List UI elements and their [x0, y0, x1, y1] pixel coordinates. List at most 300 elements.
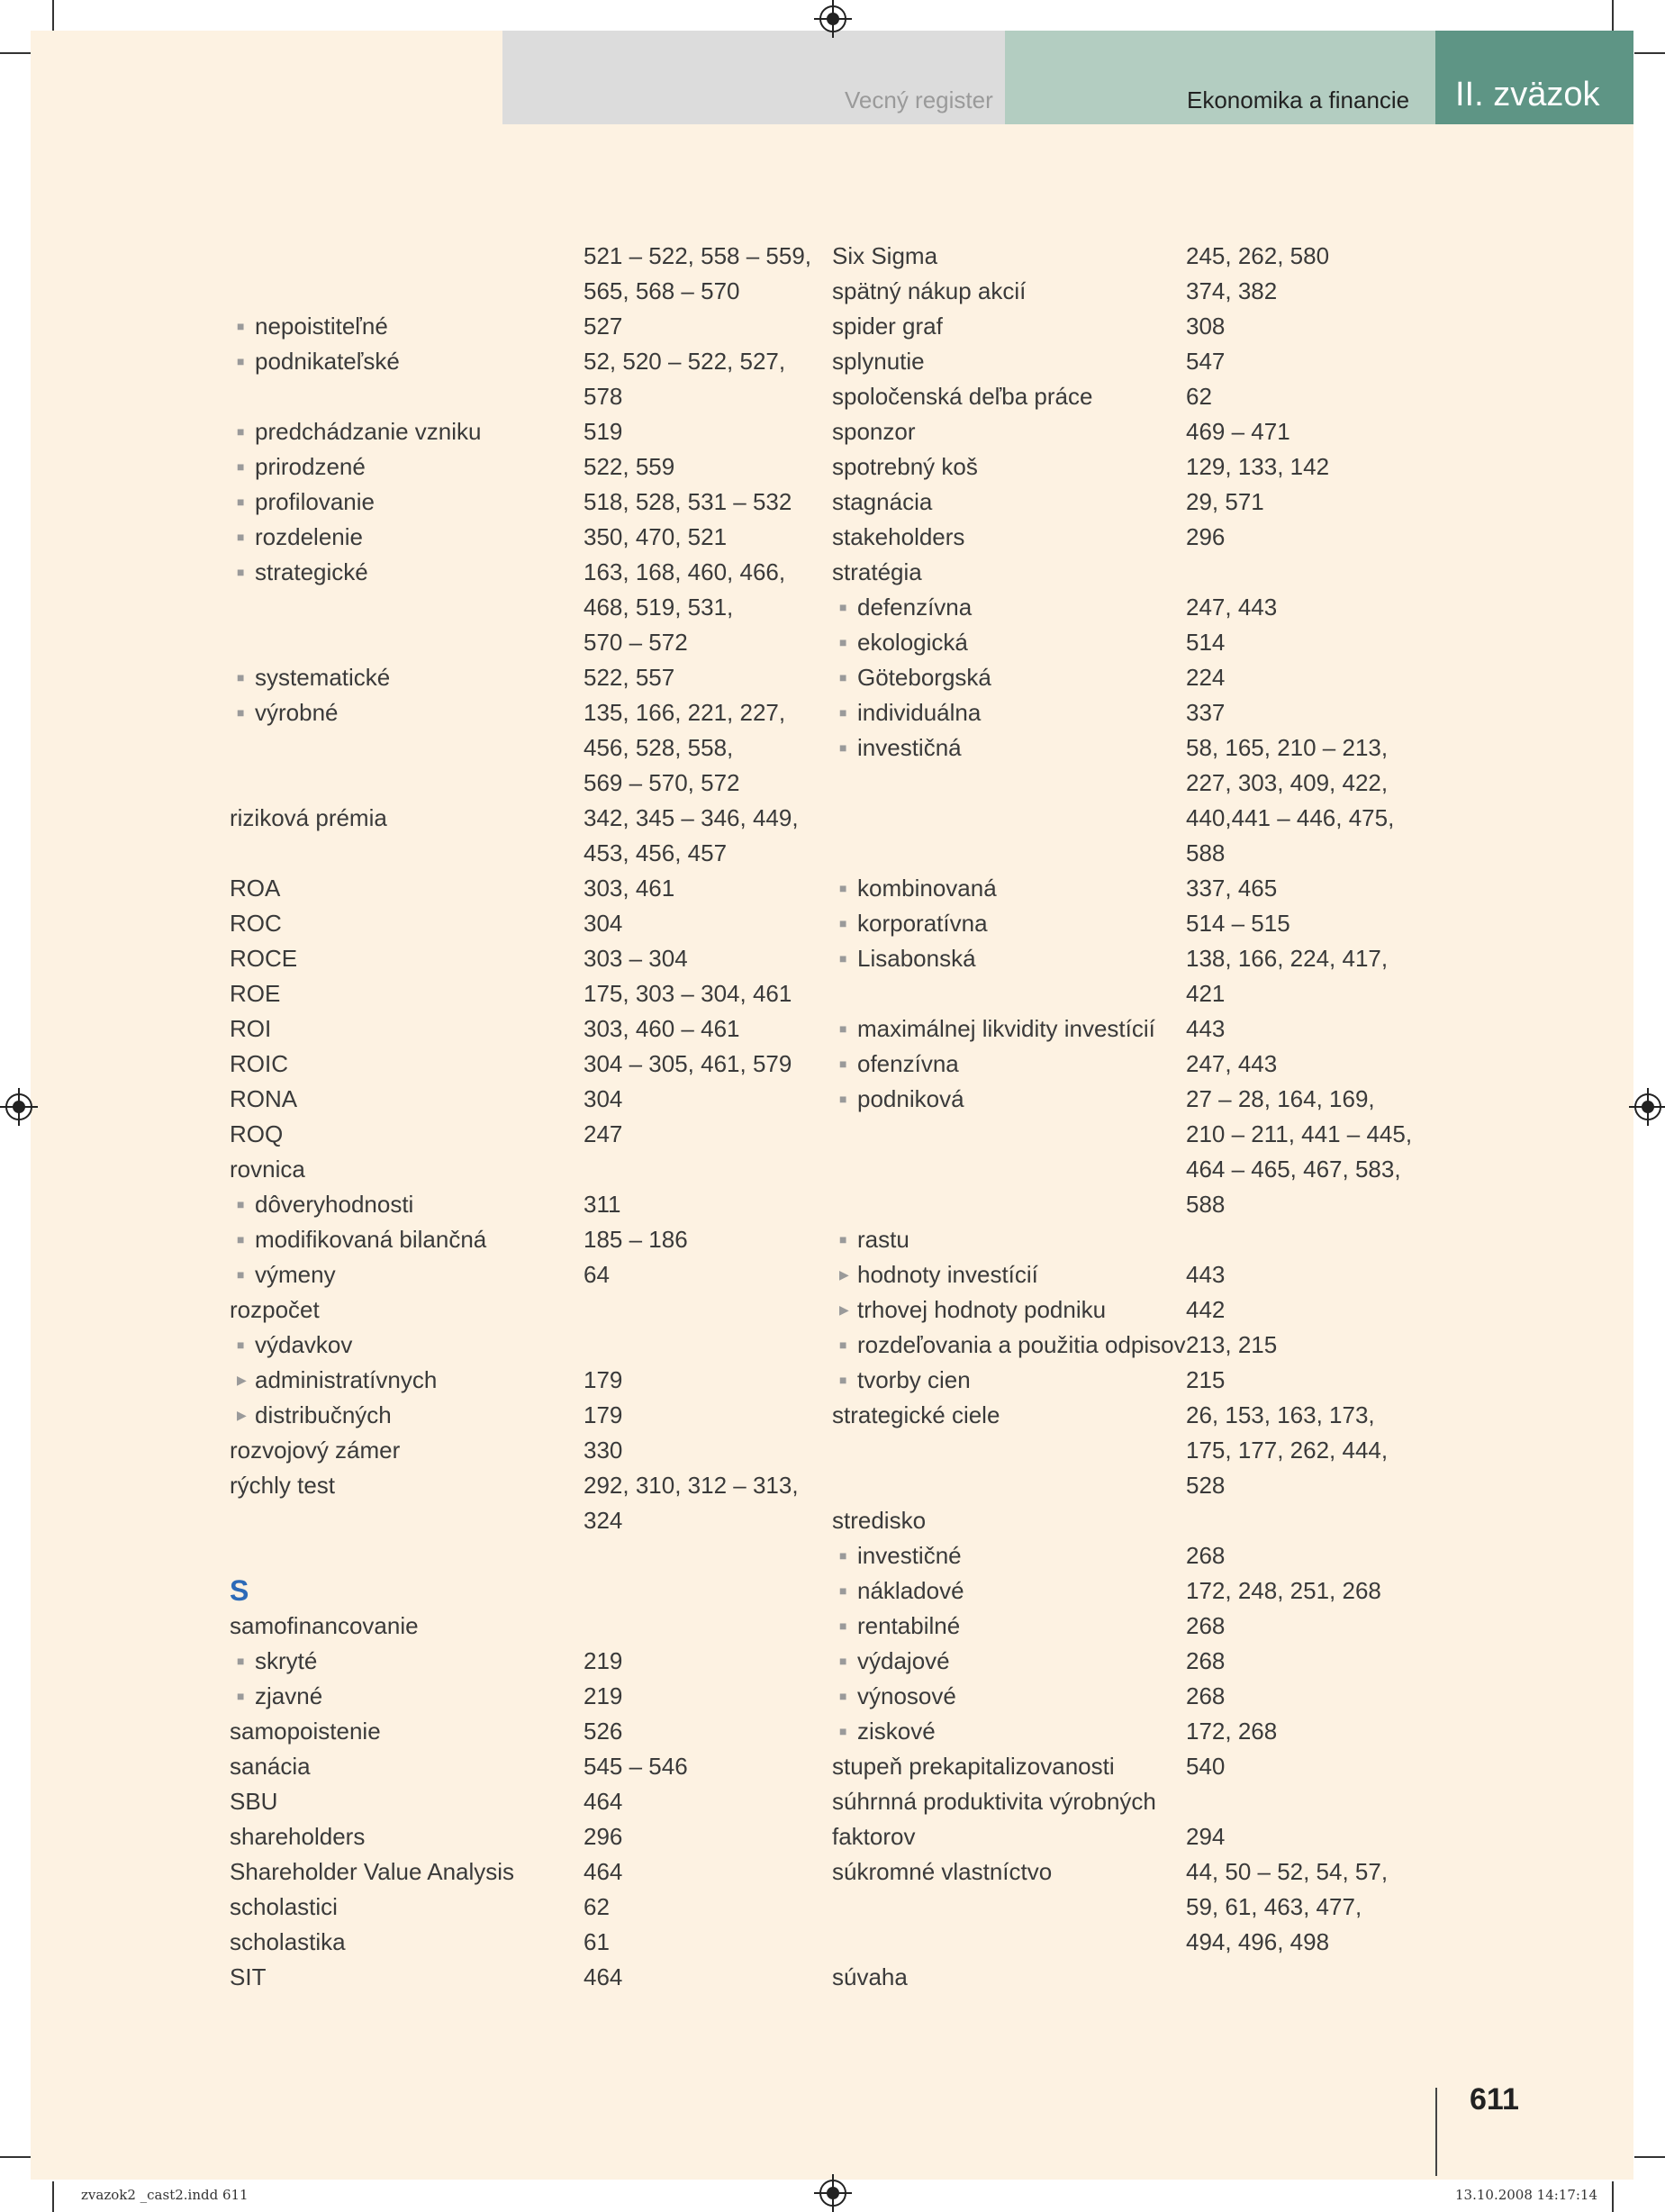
index-term: defenzívna [857, 594, 973, 621]
index-page-refs: 294 [1186, 1823, 1226, 1850]
index-term: ROCE [230, 945, 298, 972]
index-page-refs: 163, 168, 460, 466, [584, 558, 786, 585]
index-page-refs: 547 [1186, 348, 1226, 375]
index-term: systematické [255, 664, 391, 691]
square-bullet-icon: ■ [839, 1092, 847, 1106]
index-entry [230, 1292, 806, 1328]
index-term: stupeň prekapitalizovanosti [832, 1753, 1115, 1780]
index-term: skryté [255, 1647, 318, 1674]
square-bullet-icon: ■ [839, 881, 847, 895]
index-entry [832, 1644, 1408, 1679]
index-entry [230, 379, 806, 414]
index-entry [832, 1819, 1408, 1854]
index-page-refs: 215 [1186, 1366, 1226, 1393]
index-term: maximálnej likvidity investícií [857, 1015, 1155, 1042]
index-entry [230, 941, 806, 976]
index-page-refs: 62 [1186, 383, 1212, 410]
square-bullet-icon: ■ [237, 1337, 245, 1352]
square-bullet-icon: ■ [839, 600, 847, 614]
square-bullet-icon: ■ [237, 1232, 245, 1247]
index-page-refs: 303, 460 – 461 [584, 1015, 740, 1042]
square-bullet-icon: ■ [237, 705, 245, 720]
square-bullet-icon: ■ [839, 1056, 847, 1071]
index-column-left [230, 239, 812, 1995]
crop-mark [0, 2156, 31, 2158]
crop-mark [1634, 52, 1665, 54]
index-page-refs: 374, 382 [1186, 277, 1278, 304]
index-term: dôveryhodnosti [255, 1191, 414, 1218]
index-page-refs: 443 [1186, 1015, 1226, 1042]
index-term: ROIC [230, 1050, 288, 1077]
index-page-refs: 569 – 570, 572 [584, 769, 740, 796]
index-page-refs: 138, 166, 224, 417, [1186, 945, 1389, 972]
index-page-refs: 296 [1186, 523, 1226, 550]
index-page-refs: 219 [584, 1682, 623, 1709]
square-bullet-icon: ■ [237, 354, 245, 368]
index-entry [832, 520, 1408, 555]
index-term: Shareholder Value Analysis [230, 1858, 515, 1885]
index-term: riziková prémia [230, 804, 387, 831]
square-bullet-icon: ■ [839, 1337, 847, 1352]
index-term: zjavné [255, 1682, 323, 1709]
index-page-refs: 350, 470, 521 [584, 523, 728, 550]
index-entry [832, 906, 1408, 941]
index-entry [832, 1363, 1408, 1398]
index-entry [230, 1222, 806, 1257]
index-term: spätný nákup akcií [832, 277, 1027, 304]
index-page-refs: 337, 465 [1186, 875, 1278, 902]
square-bullet-icon: ■ [237, 670, 245, 684]
index-entry [832, 1468, 1408, 1503]
index-entry [832, 660, 1408, 695]
index-term: prirodzené [255, 453, 366, 480]
index-entry [832, 1573, 1408, 1609]
square-bullet-icon: ■ [237, 530, 245, 544]
index-entry [230, 1854, 806, 1890]
index-term: rýchly test [230, 1472, 336, 1499]
index-entry [832, 801, 1408, 836]
header-volume-title: II. zväzok [1455, 76, 1600, 113]
index-page-refs: 570 – 572 [584, 629, 688, 656]
index-page-refs: 304 [584, 910, 623, 937]
index-page-refs: 464 – 465, 467, 583, [1186, 1156, 1401, 1183]
index-entry [230, 520, 806, 555]
index-page-refs: 303, 461 [584, 875, 675, 902]
index-entry [230, 801, 806, 836]
index-page-refs: 304 [584, 1085, 623, 1112]
index-term: predchádzanie vzniku [255, 418, 482, 445]
index-term: Lisabonská [857, 945, 976, 972]
index-page-refs: 588 [1186, 1191, 1226, 1218]
index-term: samofinancovanie [230, 1612, 419, 1639]
index-page-refs: 521 – 522, 558 – 559, [584, 242, 812, 269]
crop-mark [0, 52, 31, 54]
square-bullet-icon: ■ [839, 1583, 847, 1598]
index-page-refs: 304 – 305, 461, 579 [584, 1050, 792, 1077]
index-page-refs: 518, 528, 531 – 532 [584, 488, 792, 515]
index-page-refs: 59, 61, 463, 477, [1186, 1893, 1362, 1920]
square-bullet-icon: ■ [839, 670, 847, 684]
index-term: stratégia [832, 558, 922, 585]
index-page-refs: 245, 262, 580 [1186, 242, 1330, 269]
index-page-refs: 522, 557 [584, 664, 675, 691]
index-entry [832, 1679, 1408, 1714]
index-entry [230, 1925, 806, 1960]
index-entry [832, 871, 1408, 906]
index-entry [832, 274, 1408, 309]
index-entry [832, 1047, 1408, 1082]
triangle-bullet-icon: ▶ [237, 1408, 247, 1422]
index-page-refs: 578 [584, 383, 623, 410]
index-entry [832, 379, 1408, 414]
index-term: distribučných [255, 1401, 392, 1428]
index-page-refs: 247, 443 [1186, 1050, 1278, 1077]
index-entry [230, 555, 806, 590]
index-page-refs: 224 [1186, 664, 1226, 691]
square-bullet-icon: ■ [237, 1267, 245, 1282]
index-page-refs: 469 – 471 [1186, 418, 1290, 445]
square-bullet-icon: ■ [839, 1618, 847, 1633]
index-page-refs: 588 [1186, 839, 1226, 866]
square-bullet-icon: ■ [839, 1654, 847, 1668]
index-term: spider graf [832, 313, 943, 340]
index-entry [230, 1047, 806, 1082]
index-term: ROQ [230, 1120, 284, 1147]
index-term: súhrnná produktivita výrobných [832, 1788, 1156, 1815]
index-entry [832, 1117, 1413, 1152]
index-page-refs: 175, 177, 262, 444, [1186, 1437, 1389, 1464]
index-entry [230, 730, 806, 766]
index-entry [832, 485, 1408, 520]
index-entry [832, 449, 1408, 485]
index-term: faktorov [832, 1823, 916, 1850]
index-entry [230, 1714, 806, 1749]
index-term: Göteborgská [857, 664, 991, 691]
square-bullet-icon: ■ [839, 916, 847, 930]
square-bullet-icon: ■ [237, 424, 245, 439]
index-term: splynutie [832, 348, 925, 375]
index-term: korporatívna [857, 910, 988, 937]
footer-file-info: zvazok2 _cast2.indd 611 [81, 2187, 249, 2203]
index-term: kombinovaná [857, 875, 997, 902]
index-entry [230, 695, 806, 730]
index-page-refs: 514 – 515 [1186, 910, 1290, 937]
index-entry [832, 1433, 1408, 1468]
index-page-refs: 292, 310, 312 – 313, [584, 1472, 799, 1499]
crop-mark [52, 2181, 54, 2212]
index-entry [832, 836, 1408, 871]
page-number-divider [1435, 2088, 1437, 2176]
registration-mark-icon [819, 2180, 846, 2207]
index-entry [230, 1503, 806, 1538]
index-page-refs: 545 – 546 [584, 1753, 688, 1780]
index-term: rozvojový zámer [230, 1437, 401, 1464]
index-page-refs: 185 – 186 [584, 1226, 688, 1253]
index-entry [230, 590, 806, 625]
index-term: RONA [230, 1085, 298, 1112]
crop-mark [1612, 0, 1614, 31]
index-entry [230, 1152, 806, 1187]
index-page-refs: 64 [584, 1261, 610, 1288]
square-bullet-icon: ■ [839, 1548, 847, 1563]
index-entry [230, 1784, 806, 1819]
index-page-refs: 526 [584, 1718, 623, 1745]
index-page-refs: 468, 519, 531, [584, 594, 734, 621]
index-entry [230, 1257, 806, 1292]
index-page-refs: 227, 303, 409, 422, [1186, 769, 1389, 796]
index-page-refs: 464 [584, 1788, 623, 1815]
index-term: súkromné vlastníctvo [832, 1858, 1053, 1885]
square-bullet-icon: ■ [237, 459, 245, 474]
index-page-refs: 210 – 211, 441 – 445, [1186, 1120, 1413, 1147]
index-page-refs: 342, 345 – 346, 449, [584, 804, 799, 831]
index-page-refs: 268 [1186, 1542, 1226, 1569]
index-entry [230, 1960, 806, 1995]
square-bullet-icon: ■ [237, 1689, 245, 1703]
index-page-refs: 247, 443 [1186, 594, 1278, 621]
index-term: ROE [230, 980, 281, 1007]
index-entry [230, 274, 806, 309]
square-bullet-icon: ■ [237, 565, 245, 579]
index-page-refs: 540 [1186, 1753, 1226, 1780]
footer-timestamp: 13.10.2008 14:17:14 [1455, 2187, 1598, 2203]
page-number: 611 [1470, 2082, 1519, 2117]
index-term: výmeny [255, 1261, 336, 1288]
index-page-refs: 522, 559 [584, 453, 675, 480]
index-term: scholastici [230, 1893, 338, 1920]
index-term: strategické [255, 558, 368, 585]
index-page-refs: 324 [584, 1507, 623, 1534]
index-entry [832, 1398, 1408, 1433]
index-entry [832, 1187, 1408, 1222]
index-page-refs: 62 [584, 1893, 610, 1920]
index-page-refs: 453, 456, 457 [584, 839, 728, 866]
index-entry [832, 625, 1408, 660]
index-term: investičné [857, 1542, 962, 1569]
index-page-refs: 421 [1186, 980, 1226, 1007]
index-page-refs: 296 [584, 1823, 623, 1850]
index-page-refs: 29, 571 [1186, 488, 1264, 515]
index-entry [832, 309, 1408, 344]
index-entry [230, 871, 806, 906]
square-bullet-icon: ■ [839, 1021, 847, 1036]
index-entry [832, 766, 1408, 801]
index-page-refs: 52, 520 – 522, 527, [584, 348, 786, 375]
index-term: rozdelenie [255, 523, 363, 550]
index-term: nepoistiteľné [255, 313, 388, 340]
index-term: tvorby cien [857, 1366, 971, 1393]
index-term: rentabilné [857, 1612, 961, 1639]
index-term: ekologická [857, 629, 968, 656]
index-term: profilovanie [255, 488, 375, 515]
crop-mark [1634, 2156, 1665, 2158]
index-page-refs: 172, 248, 251, 268 [1186, 1577, 1381, 1604]
index-term: modifikovaná bilančná [255, 1226, 487, 1253]
index-term: stagnácia [832, 488, 933, 515]
index-term: strategické ciele [832, 1401, 1000, 1428]
index-term: súvaha [832, 1963, 908, 1990]
index-entry [832, 1784, 1408, 1819]
index-page-refs: 44, 50 – 52, 54, 57, [1186, 1858, 1389, 1885]
index-entry [230, 1573, 806, 1609]
index-entry [230, 1890, 806, 1925]
index-page-refs: 172, 268 [1186, 1718, 1278, 1745]
index-entry [832, 1257, 1408, 1292]
triangle-bullet-icon: ▶ [237, 1373, 247, 1387]
registration-mark-icon [819, 5, 846, 32]
index-page-refs: 565, 568 – 570 [584, 277, 740, 304]
index-term: podniková [857, 1085, 964, 1112]
index-term: výrobné [255, 699, 339, 726]
index-term: SIT [230, 1963, 267, 1990]
header-section-title: Vecný register [845, 86, 993, 113]
index-page-refs: 514 [1186, 629, 1226, 656]
index-entry [230, 1679, 806, 1714]
index-entry [230, 766, 806, 801]
index-term: výdajové [857, 1647, 950, 1674]
index-term: stredisko [832, 1507, 927, 1534]
index-page-refs: 268 [1186, 1647, 1226, 1674]
triangle-bullet-icon: ▶ [839, 1267, 849, 1282]
index-entry [832, 1609, 1408, 1644]
index-term: ziskové [857, 1718, 936, 1745]
square-bullet-icon: ■ [839, 951, 847, 965]
square-bullet-icon: ■ [839, 1373, 847, 1387]
crop-mark [1612, 2181, 1614, 2212]
index-page-refs: 311 [584, 1191, 621, 1218]
index-term: administratívnych [255, 1366, 438, 1393]
index-entry [832, 1925, 1408, 1960]
index-page-refs: 443 [1186, 1261, 1226, 1288]
index-term: shareholders [230, 1823, 366, 1850]
index-term: hodnoty investícií [857, 1261, 1038, 1288]
index-entry [230, 344, 806, 379]
index-page-refs: 303 – 304 [584, 945, 688, 972]
index-entry [230, 1082, 806, 1117]
index-page-refs: 135, 166, 221, 227, [584, 699, 786, 726]
square-bullet-icon: ■ [839, 1689, 847, 1703]
index-entry [832, 1749, 1408, 1784]
square-bullet-icon: ■ [839, 1724, 847, 1738]
square-bullet-icon: ■ [237, 1197, 245, 1211]
index-page-refs: 27 – 28, 164, 169, [1186, 1085, 1375, 1112]
index-term: ROI [230, 1015, 272, 1042]
index-page-refs: 527 [584, 313, 623, 340]
triangle-bullet-icon: ▶ [839, 1302, 849, 1317]
index-term: scholastika [230, 1928, 346, 1955]
index-term: sponzor [832, 418, 916, 445]
index-term: trhovej hodnoty podniku [857, 1296, 1107, 1323]
index-entry [832, 1854, 1408, 1890]
index-entry [230, 1538, 806, 1573]
index-page-refs: 330 [584, 1437, 623, 1464]
index-column-right [832, 239, 1413, 1995]
index-page-refs: 464 [584, 1858, 623, 1885]
index-entry [230, 239, 812, 274]
index-term: spoločenská deľba práce [832, 383, 1093, 410]
section-letter: S [230, 1574, 249, 1607]
index-term: ROA [230, 875, 281, 902]
index-entry [832, 1890, 1408, 1925]
index-entry [832, 1082, 1408, 1117]
square-bullet-icon: ■ [237, 319, 245, 333]
index-term: spotrebný koš [832, 453, 978, 480]
index-page-refs: 179 [584, 1366, 623, 1393]
index-page-refs: 219 [584, 1647, 623, 1674]
index-entry [230, 976, 806, 1011]
index-entry [832, 976, 1408, 1011]
crop-mark [52, 0, 54, 31]
index-entry [230, 449, 806, 485]
index-term: Six Sigma [832, 242, 938, 269]
index-entry [230, 1819, 806, 1854]
index-page-refs: 213, 215 [1186, 1331, 1278, 1358]
index-entry [230, 1609, 806, 1644]
index-page-refs: 129, 133, 142 [1186, 453, 1330, 480]
index-page-refs: 440,441 – 446, 475, [1186, 804, 1395, 831]
index-entry [230, 1468, 806, 1503]
index-entry [832, 1503, 1408, 1538]
registration-mark-icon [1634, 1093, 1661, 1120]
index-page-refs: 179 [584, 1401, 623, 1428]
index-page-refs: 247 [584, 1120, 623, 1147]
index-entry [832, 414, 1408, 449]
index-entry [832, 1222, 1408, 1257]
header-book-title: Ekonomika a financie [1187, 86, 1410, 113]
index-page-refs: 337 [1186, 699, 1226, 726]
index-entry [230, 309, 806, 344]
index-page-refs: 464 [584, 1963, 623, 1990]
index-term: rozpočet [230, 1296, 320, 1323]
index-term: rozdeľovania a použitia odpisov [857, 1331, 1186, 1358]
square-bullet-icon: ■ [839, 635, 847, 649]
index-entry [230, 1433, 806, 1468]
index-term: stakeholders [832, 523, 965, 550]
index-term: ROC [230, 910, 282, 937]
square-bullet-icon: ■ [839, 1232, 847, 1247]
index-term: rovnica [230, 1156, 305, 1183]
index-entry [230, 1644, 806, 1679]
index-page-refs: 58, 165, 210 – 213, [1186, 734, 1389, 761]
index-entry [230, 414, 806, 449]
index-entry [832, 590, 1408, 625]
index-entry [832, 239, 1408, 274]
index-entry [230, 1363, 806, 1398]
index-entry [832, 695, 1408, 730]
index-term: sanácia [230, 1753, 311, 1780]
index-term: individuálna [857, 699, 982, 726]
index-term: samopoistenie [230, 1718, 381, 1745]
registration-mark-icon [5, 1093, 32, 1120]
index-entry [832, 555, 1408, 590]
index-page-refs: 456, 528, 558, [584, 734, 734, 761]
index-term: investičná [857, 734, 962, 761]
index-entry [832, 1960, 1408, 1995]
index-entry [230, 1117, 806, 1152]
index-entry [832, 1011, 1408, 1047]
index-entry [832, 1328, 1408, 1363]
index-term: podnikateľské [255, 348, 400, 375]
index-page-refs: 61 [584, 1928, 610, 1955]
index-page-refs: 494, 496, 498 [1186, 1928, 1330, 1955]
index-page-refs: 528 [1186, 1472, 1226, 1499]
index-entry [230, 625, 806, 660]
index-entry [230, 906, 806, 941]
index-page-refs: 175, 303 – 304, 461 [584, 980, 792, 1007]
index-page-refs: 308 [1186, 313, 1226, 340]
index-term: rastu [857, 1226, 909, 1253]
index-entry [230, 1749, 806, 1784]
